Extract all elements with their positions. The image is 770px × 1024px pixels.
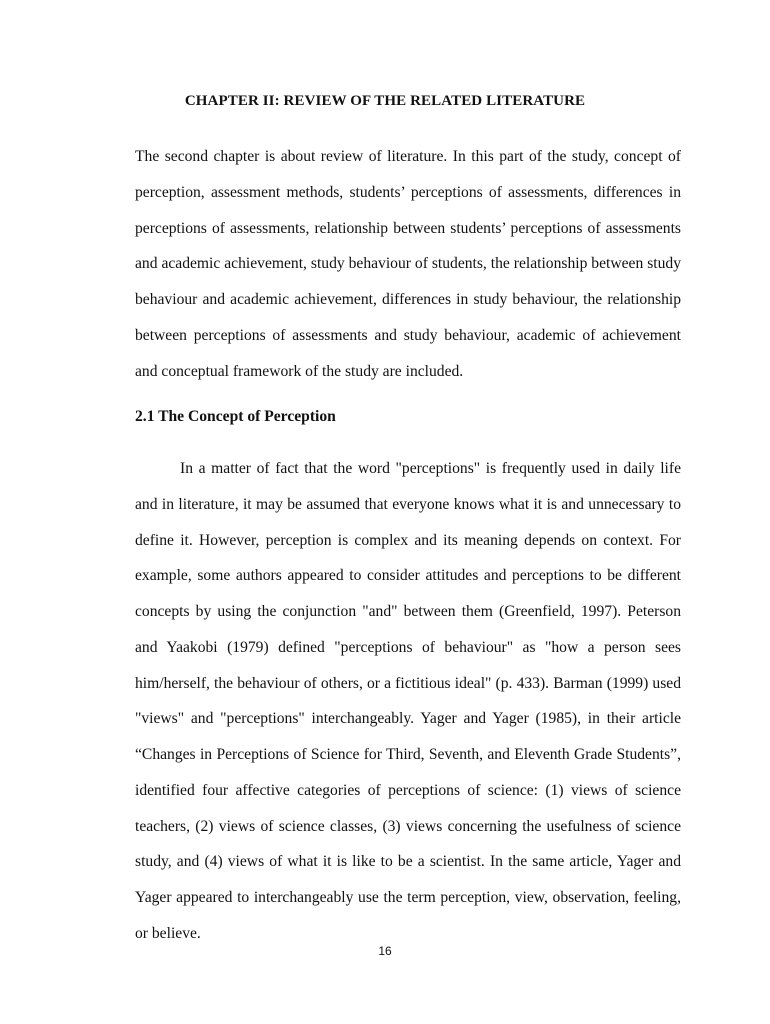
section-paragraph: In a matter of fact that the word "perceptions" is frequently used in daily life and in literature, it may be assumed that everyone knows what it is and unnecessary to define it. However, perception is complex and its meaning depends on context. For example, some authors appeared to consider attitudes and perceptions to be different concepts by using the conjunction "and" between them (Greenfield, 1997). Peterson and Yaakobi (1979) defined "perceptions of behaviour" as "how a person sees him/herself, the behaviour of others, or a fictitious ideal" (p. 433). Barman (1999) used "views" and "perceptions" interchangeably. Yager and Yager (1985), in their article “Changes in Perceptions of Science for Third, Seventh, and Eleventh Grade Students”, identified four affective categories of perceptions of science: (1) views of science teachers, (2) views of science classes, (3) views concerning the usefulness of science study, and (4) views of what it is like to be a scientist. In the same article, Yager and Yager appeared to interchangeably use the term perception, view, observation, feeling, or believe. (135, 460, 681, 942)
page-number: 16 (378, 944, 392, 958)
intro-paragraph: The second chapter is about review of literature. In this part of the study, concept of perception, assessment methods, students’ perceptions of assessments, differences in perceptions of assessments, relationship between students’ perceptions of assessments and academic achievement, study behaviour of students, the relationship between study behaviour and academic achievement, differences in study behaviour, the relationship between perceptions of assessments and study behaviour, academic of achievement and conceptual framework of the study are included. (135, 148, 681, 380)
chapter-title: CHAPTER II: REVIEW OF THE RELATED LITERATURE (184, 93, 586, 109)
section-heading: 2.1 The Concept of Perception (135, 408, 336, 425)
